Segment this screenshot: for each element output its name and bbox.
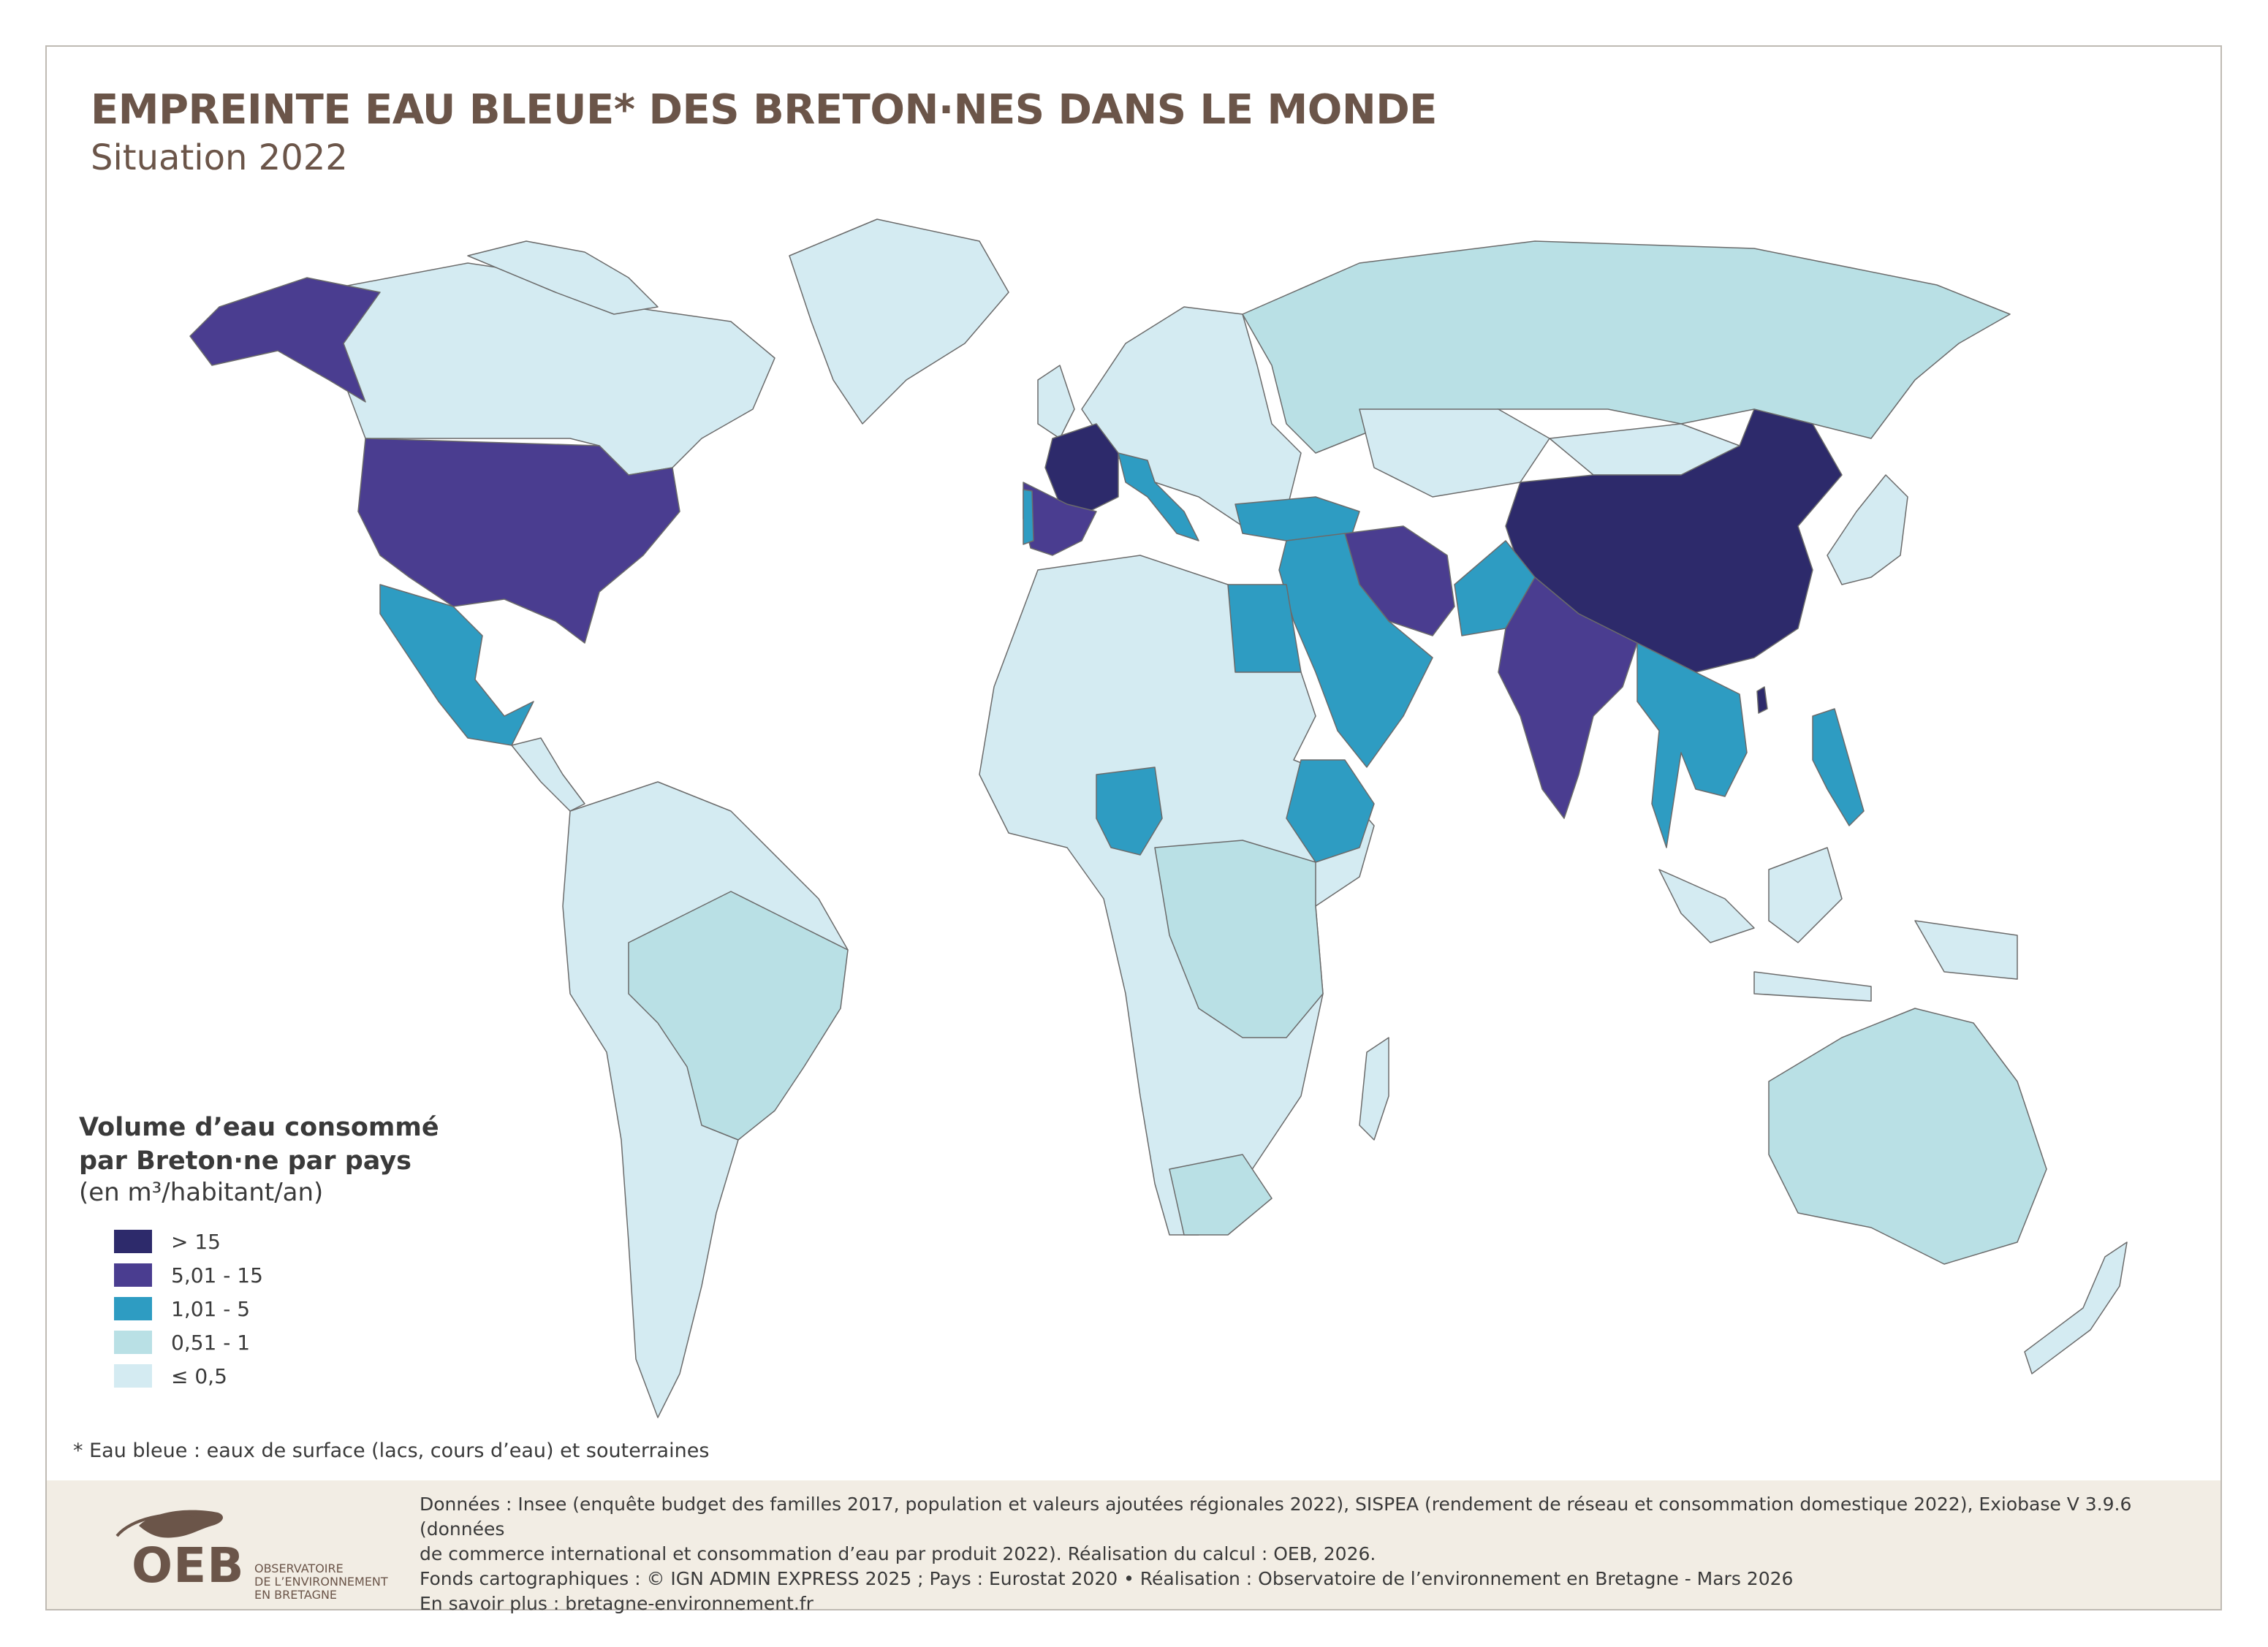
logo-text <box>254 1562 388 1602</box>
region-central-america <box>512 738 585 811</box>
legend-title <box>79 1111 439 1178</box>
map-subtitle: Situation 2022 <box>91 137 348 178</box>
legend-label: > 15 <box>171 1229 221 1254</box>
legend-label: 5,01 - 15 <box>171 1263 263 1287</box>
logo-acronym: OEB <box>132 1537 245 1594</box>
credits-line: de commerce international et consommation d’eau par produit 2022). Réalisation du calcul : OEB, 2026. <box>420 1543 1376 1564</box>
region-indonesia <box>1659 848 2017 1001</box>
legend <box>114 1225 263 1393</box>
credits-link[interactable]: En savoir plus : bretagne-environnement.fr <box>420 1593 813 1614</box>
credits-line: Données : Insee (enquête budget des familles 2017, population et valeurs ajoutées régionales 2022), SISPEA (rendement de réseau et consommation domestique 2022), Exiobase V 3.9.6 (données <box>420 1494 2132 1540</box>
logo-line: EN BRETAGNE <box>254 1588 338 1602</box>
region-taiwan <box>1757 687 1767 713</box>
legend-title-line2: par Breton·ne par pays <box>79 1146 411 1176</box>
credits <box>420 1492 2188 1616</box>
legend-unit: (en m³/habitant/an) <box>79 1178 324 1207</box>
legend-row <box>114 1258 263 1292</box>
footer <box>47 1480 2220 1614</box>
oeb-logo <box>88 1496 395 1602</box>
legend-row <box>114 1359 263 1393</box>
legend-title-line1: Volume d’eau consommé <box>79 1113 439 1142</box>
logo-line: DE L’ENVIRONNEMENT <box>254 1575 388 1589</box>
region-mexico <box>380 585 534 745</box>
region-greenland <box>789 219 1009 424</box>
region-japan-korea <box>1827 475 1908 585</box>
legend-row <box>114 1225 263 1258</box>
legend-label: 0,51 - 1 <box>171 1330 251 1355</box>
legend-swatch <box>114 1331 152 1354</box>
credits-line: Fonds cartographiques : © IGN ADMIN EXPRESS 2025 ; Pays : Eurostat 2020 • Réalisation : Observatoire de l’environnement en Bretagne - Mars 2026 <box>420 1568 1794 1589</box>
legend-row <box>114 1325 263 1359</box>
legend-swatch <box>114 1297 152 1320</box>
map-title: EMPREINTE EAU BLEUE* DES BRETON·NES DANS LE MONDE <box>91 86 1437 134</box>
region-uk <box>1038 365 1074 438</box>
legend-swatch <box>114 1263 152 1287</box>
legend-swatch <box>114 1230 152 1253</box>
legend-swatch <box>114 1364 152 1388</box>
region-new-zealand <box>2025 1242 2127 1374</box>
region-southeast-asia <box>1637 643 1747 848</box>
footnote: * Eau bleue : eaux de surface (lacs, cours d’eau) et souterraines <box>73 1439 710 1462</box>
legend-row <box>114 1292 263 1325</box>
legend-label: ≤ 0,5 <box>171 1363 227 1388</box>
logo-line: OBSERVATOIRE <box>254 1562 344 1575</box>
region-south-africa <box>1169 1155 1272 1235</box>
region-russia <box>1243 241 2010 453</box>
region-madagascar <box>1359 1038 1389 1140</box>
region-philippines <box>1813 709 1864 826</box>
legend-label: 1,01 - 5 <box>171 1296 251 1321</box>
region-portugal <box>1023 490 1034 544</box>
region-australia <box>1769 1008 2047 1264</box>
